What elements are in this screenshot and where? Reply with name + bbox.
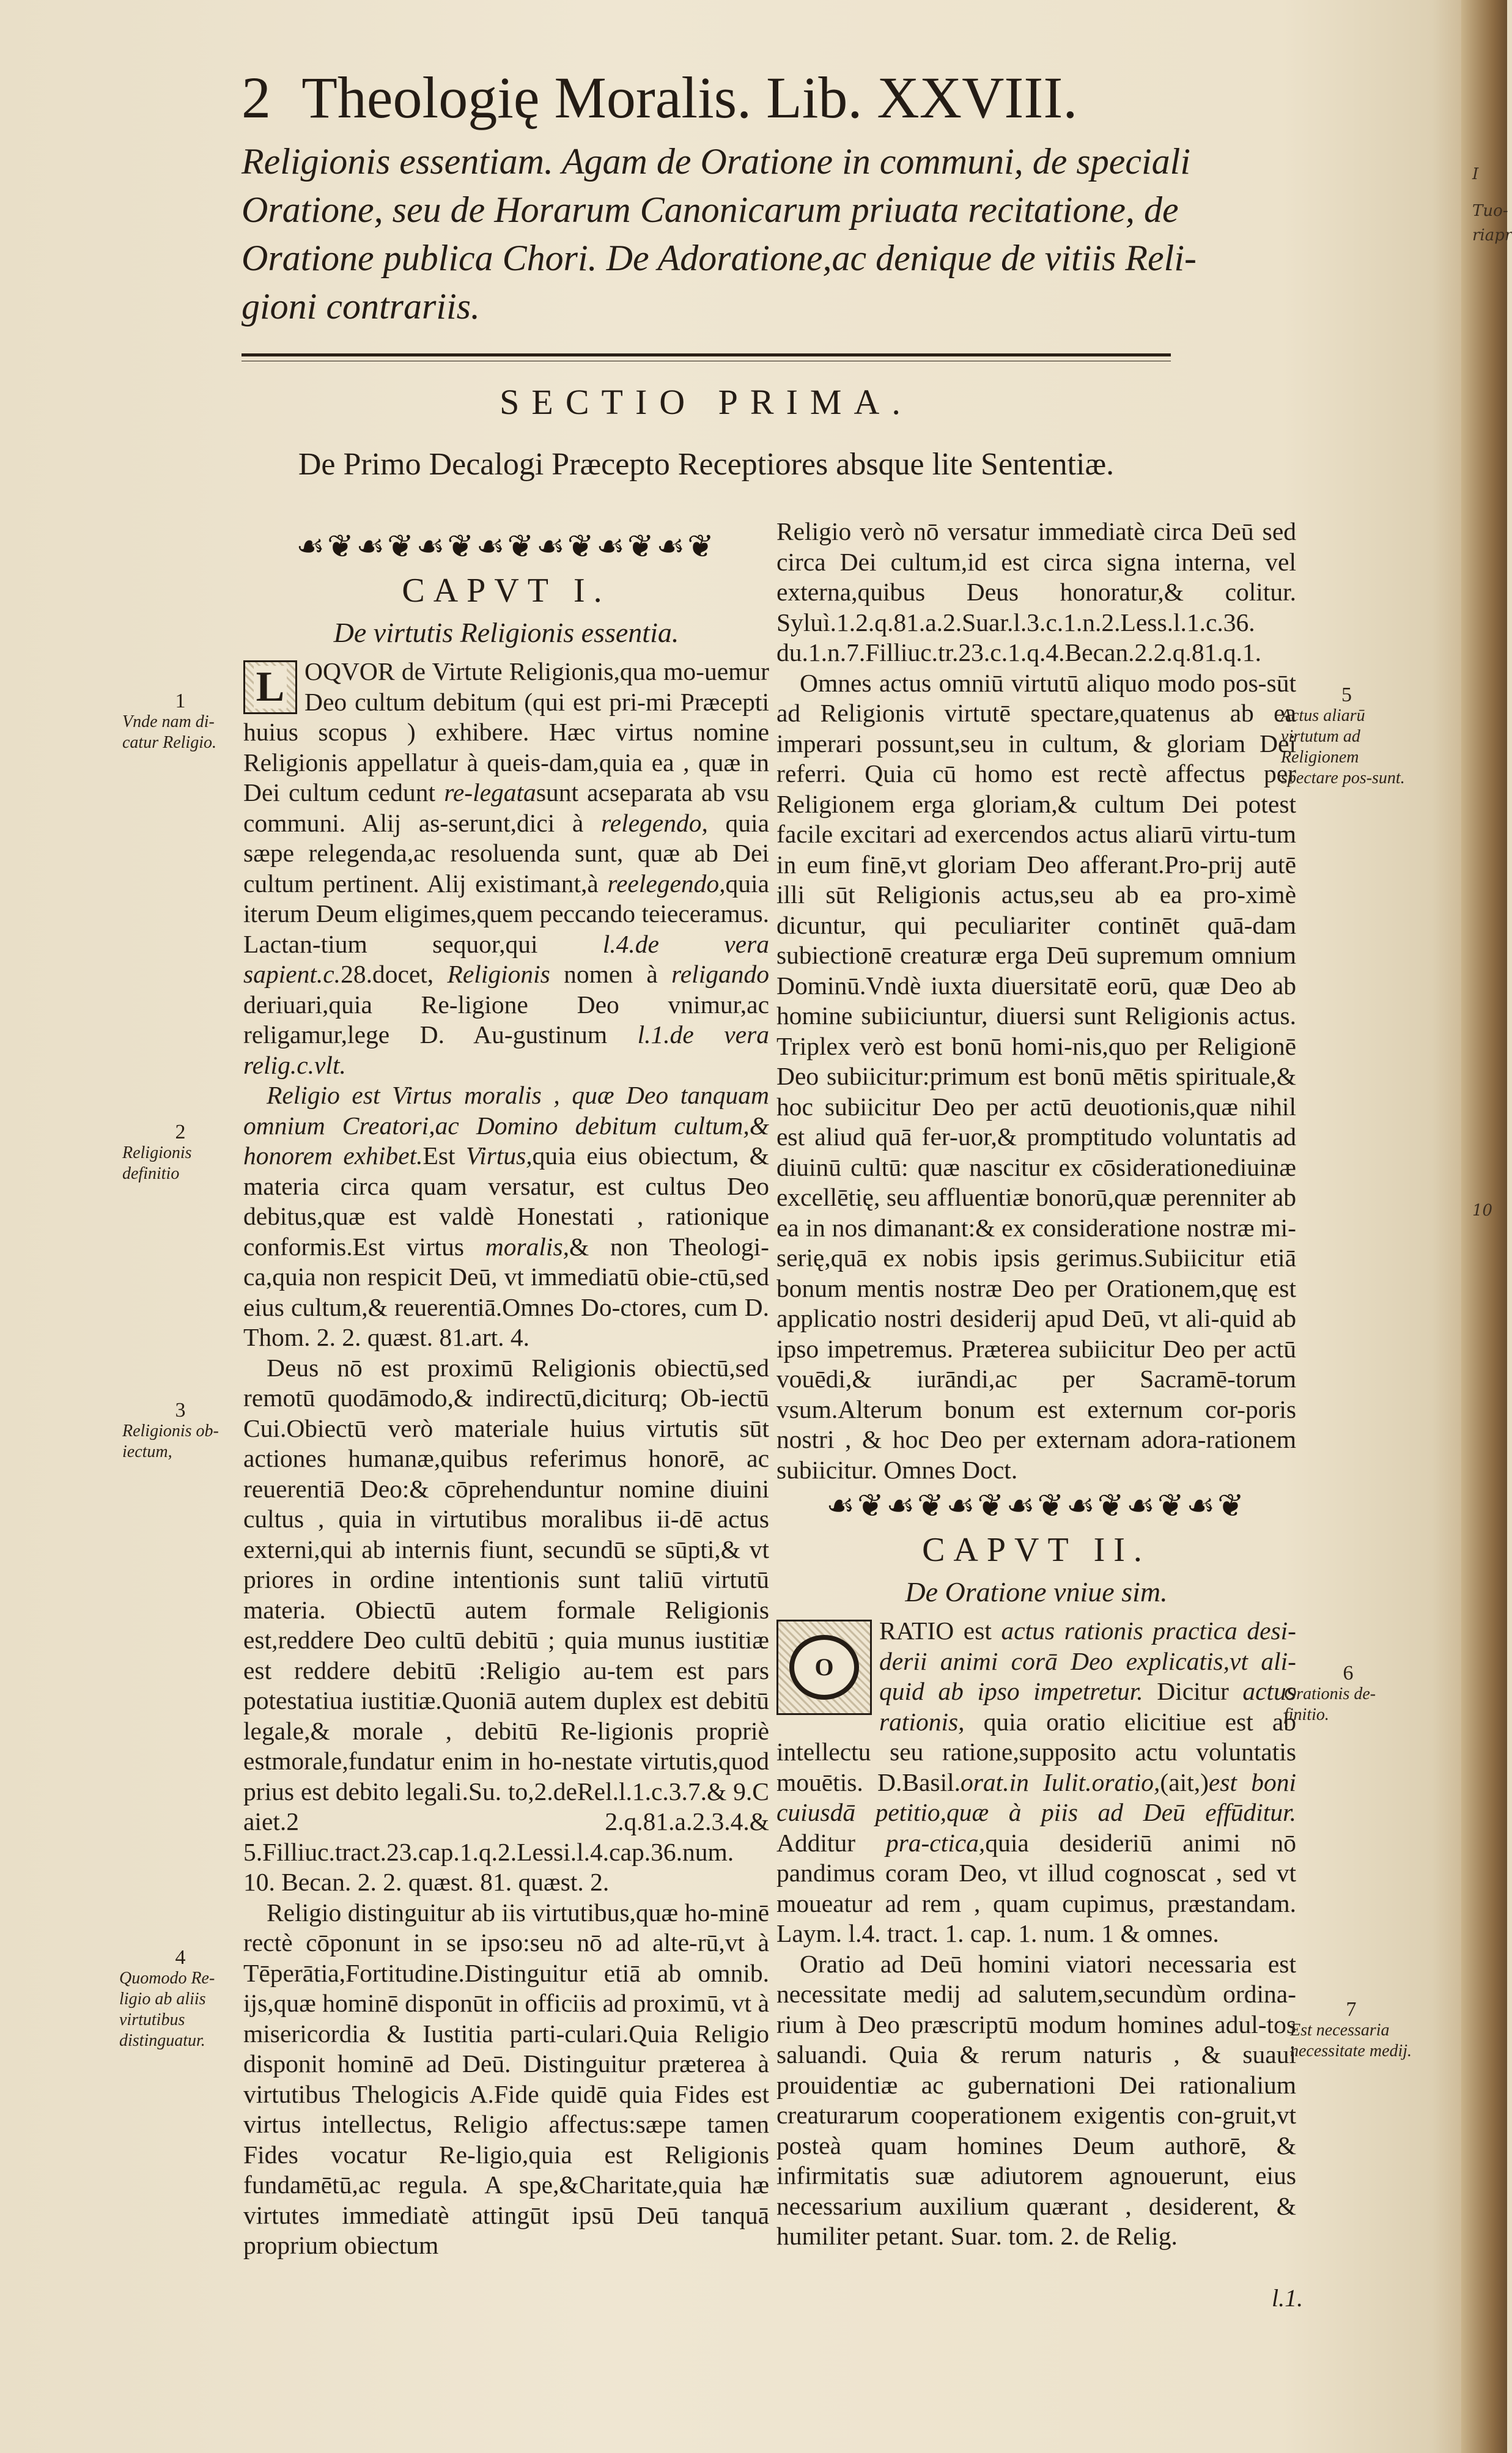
margin-note: 1 Vnde nam di-catur Religio. (122, 690, 216, 752)
paragraph: O RATIO est actus rationis practica desi-derii animi corā Deo explicatis,vt ali-quid ab ipso impetretur. Dicitur actus rationis, quia oratio elicitiue est ab intellectu seu ratione,supposito actu voluntatis mouētis. D.Basil.orat.in Iulit.oratio,(ait,)est boni cuiusdā petitio,quæ à piis ad Deū effūditur. Additur pra-ctica,quia desideriū animi nō pandimus coram Deo, vt illud cognoscat , sed vt moueatur ad rem , quam cupimus, præstandam. Laym. l.4. tract. 1. cap. 1. num. 1 & omnes. (776, 1617, 1296, 1947)
next-page-fragment: 10 (1472, 1201, 1493, 1220)
next-page-fragment: I (1472, 165, 1479, 183)
next-page-fragment: riapr (1472, 226, 1512, 245)
paragraph: Deus nō est proximū Religionis obiectū,sed remotū quodāmodo,& indirectū,diciturq; Ob-iectū Cui.Obiectū verò materiale huius virtutis sūt actiones humanæ,quibus referimus honorē, ac reuerentiā Deo:& cōprehenduntur nomine diuini cultus , quia in virtutibus moralibus ii-dē actus externi,qui ab internis fiunt, secundū se sūpti,& vt priores in ordine intentionis sunt taliū virtutū materia. Obiectū autem formale Religionis est,reddere Deo cultū debitū ; quia munus iustitiæ est reddere debitū :Religio au-tem est pars potestatiua iustitiæ.Quoniā autem duplex est debitū legale,& morale , debitū Re-ligionis propriè estmorale,fundatur enim in ho-nestate virtutis,quod prius est debito legali.Su. to,2.deRel.l.1.c.3.7.& 9.C aiet.2 2.q.81.a.2.3.4.& 5.Filliuc.tract.23.cap.1.q.2.Lessi.l.4.cap.36.num. 10. Becan. 2. 2. quæst. 81. quæst. 2. (243, 1353, 769, 1896)
margin-note: 3 Religionis ob-iectum, (122, 1399, 219, 1461)
intro-paragraph (242, 138, 1281, 331)
drop-cap: L (243, 660, 297, 714)
divider-rule (242, 353, 1171, 356)
paragraph: L OQVOR de Virtute Religionis,qua mo-uemur Deo cultum debitum (qui est pri-mi Præcepti huius scopus ) exhibere. Hæc virtus nomine Religionis appellatur à queis-dam,quia ea , quæ in Dei cultum cedunt re-legatasunt acseparata ab vsu communi. Alij as-serunt,dici à relegendo, quia sæpe relegenda,ac resoluenda sunt, quæ ab Dei cultum pertinent. Alij existimant,à reelegendo,quia iterum Deum eligimes,quem peccando teieceramus. Lactan-tium sequor,qui l.4.de vera sapient.c.28.docet, Religionis nomen à religando deriuari,quia Re-ligione Deo vnimur,ac religamur,lege D. Au-gustinum l.1.de vera relig.c.vlt. (243, 657, 769, 1079)
intro-line: Oratione, seu de Horarum Canonicarum priuata recitatione, de (242, 190, 1179, 230)
next-page-fragment: Tuo- (1472, 202, 1508, 220)
next-page-edge (1461, 0, 1507, 2453)
paragraph: Omnes actus omniū virtutū aliquo modo pos-sūt ad Religionis virtutē spectare,quatenus ab ea imperari possunt,seu in cultum, & gloriam Dei referri. Quia cū homo est rectè affectus per Religionem erga gloriam,& cultum Dei potest facile excitari ad exercendos actus aliarū virtu-tum in eum finē,vt gloriam Deo afferant.Pro-prij autē illi sūt Religionis actus,seu ab ea pro-ximè dicuntur, qui peculiariter continēt quā-dam subiectionē creaturæ erga Deū supremum omnium Dominū.Vndè iuxta diuersitatē eorū, quæ Deo ab homine subiiciuntur, diuersi sunt Religionis actus. Triplex verò est bonū homi-nis,quo per Religionē Deo subiicitur:primum est bonū mētis spirituale,& hoc subiicitur Deo per actū deuotionis,quæ nihil est aliud quā fer-uor,& promptitudo voluntatis ad diuinū cultū: quæ nascitur ex cōsiderationediuinæ excellētię, seu affluentiæ bonorū,quæ perenniter ab ea in nos dimanant:& ex consideratione nostræ mi-serię,quā ex nobis ipsis gerimus.Subiicitur etiā bonum mentis nostræ Deo per Orationem,quę est applicatio nostri desiderij apud Deū, vt ali-quid ab ipso impetremus. Præterea subiicitur Deo per actū vouēdi,& iurāndi,ac per Sacramē-torum vsum.Alterum bonum est externum cor-poris nostri , & hoc Deo per externam adora-rationem subiicitur. Omnes Doct. (776, 668, 1296, 1484)
left-column (243, 526, 769, 2261)
chapter-heading: CAPVT II. (922, 1531, 1151, 1569)
catchword: l.1. (1272, 2284, 1304, 2312)
intro-line: Religionis essentiam. Agam de Oratione in communi, de speciali (242, 141, 1191, 182)
intro-line: gioni contrariis. (242, 286, 481, 326)
margin-note: 4 Quomodo Re-ligio ab aliis virtutibus distinguatur. (119, 1946, 215, 2050)
margin-note: 5 Actus aliarū virtutum ad Religionem spectare pos-sunt. (1281, 684, 1405, 788)
paragraph: Religio distinguitur ab iis virtutibus,quæ ho-minē rectè cōponunt in se ipso:seu nō ad alte-rū,vt à Tēperātia,Fortitudine.Distinguitur etiā ab omnib. ijs,quæ hominē disponūt in officiis ad proximū, vt à misericordia & Iustitia parti-culari.Quia Religio disponit hominē ad Deū. Distinguitur præterea à virtutibus Thelogicis A.Fide quidē quia Fides est virtus intellectus, Religio affectus:sæpe tamen Fides vocatur Re-ligio,quia est Religionis fundamētū,ac regula. A spe,&Charitate,quia hæ virtutes immediatè attingūt ipsū Deū tanquā proprium obiectum (243, 1898, 769, 2259)
paragraph: Religio est Virtus moralis , quæ Deo tanquam omnium Creatori,ac Domino debitum cultum,& honorem exhibet.Est Virtus,quia eius obiectum, & materia circa quam versatur, est cultus Deo debitus,quæ est valdè Honestati , rationique conformis.Est virtus moralis,& non Theologi-ca,quia non respicit Deū, vt immediatū obie-ctū,sed eius cultum,& reuerentiā.Omnes Do-ctores, cum D. Thom. 2. 2. quæst. 81.art. 4. (243, 1081, 770, 1351)
chapter-heading: CAPVT I. (402, 572, 611, 610)
drop-cap: O (776, 1620, 872, 1715)
section-heading: SECTIO PRIMA. (500, 382, 913, 422)
intro-line: Oratione publica Chori. De Adoratione,ac denique de vitiis Reli- (242, 238, 1197, 278)
paragraph: Religio verò nō versatur immediatè circa Deū sed circa Dei cultum,id est circa signa interna, vel externa,quibus Deus honoratur,& colitur. Syluì.1.2.q.81.a.2.Suar.l.3.c.1.n.2.Less.l.1.c.36. du.1.n.7.Filliuc.tr.23.c.1.q.4.Becan.2.2.q.81.q.1. (776, 517, 1296, 666)
ornament-band: ☙❦☙❦☙❦☙❦☙❦☙❦☙❦ (296, 529, 717, 564)
page-number: 2 (242, 65, 271, 130)
running-header (242, 64, 1250, 131)
running-title: Theologię Moralis. Lib. XXVIII. (301, 65, 1078, 130)
chapter-title: De Oratione vniue sim. (905, 1576, 1168, 1607)
right-column (776, 517, 1296, 2252)
section-subtitle: De Primo Decalogi Præcepto Receptiores absque lite Sententiæ. (298, 447, 1115, 482)
ornament-band: ☙❦☙❦☙❦☙❦☙❦☙❦☙❦ (826, 1489, 1247, 1524)
chapter-title: De virtutis Religionis essentia. (333, 617, 679, 648)
margin-note: 2 Religionis definitio (122, 1121, 192, 1183)
margin-note: 7 Est necessaria necessitate medij. (1290, 1998, 1412, 2060)
paragraph: Oratio ad Deū homini viatori necessaria est necessitate medij ad salutem,secundùm ordina-rium à Deo præscriptū modum homines adul-tos saluandi. Quia & rerum naturis , & suaui prouidentiæ ac gubernationi Dei rationalium creaturarum cooperationem exigentis con-gruit,vt posteà quam homines Deum authorē, & infirmitatis suæ adiutorem agnouerunt, eius necessarium auxilium quærant , desiderent, & humiliter petant. Suar. tom. 2. de Relig. (776, 1949, 1296, 2250)
margin-note: 6 Orationis de-finitio. (1284, 1662, 1376, 1724)
